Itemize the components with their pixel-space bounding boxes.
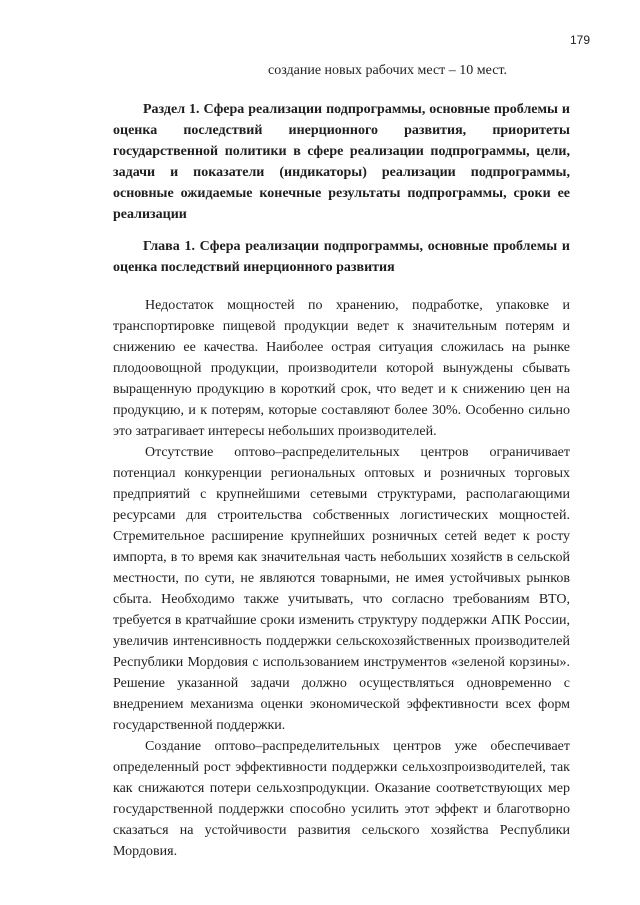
paragraph-capacity-shortage: Недостаток мощностей по хранению, подработке, упаковке и транспортировке пищевой продукции ведет к значительным потерям и снижению ее качества. Наиболее острая ситуация сложилась на рынке плодоовощной продукции, производители которой вынуждены сбывать выращенную продукцию в короткий срок, что ведет и к снижению цен на продукцию, и к потерям, которые составляют более 30%. Особенно сильно это затрагивает интересы небольших производителей. (113, 298, 570, 439)
paragraph-distribution-centers-creation: Создание оптово–распределительных центров уже обеспечивает определенный рост эффективности поддержки сельхозпроизводителей, так как снижаются потери сельхозпродукции. Оказание соответствующих мер государственной поддержки способно усилить этот эффект и благотворно сказаться на устойчивости развития сельского хозяйства Республики Мордовия. (113, 739, 570, 859)
section-heading: Раздел 1. Сфера реализации подпрограммы, основные проблемы и оценка последствий инерционного развития, приоритеты государственной политики в сфере реализации подпрограммы, цели, задачи и показатели (индикаторы) реализации подпрограммы, основные ожидаемые конечные результаты подпрограммы, сроки ее реализации (113, 102, 570, 222)
page-number: 179 (569, 33, 590, 47)
paragraph-distribution-centers-absence: Отсутствие оптово–распределительных центров ограничивает потенциал конкуренции региональных оптовых и розничных торговых предприятий с крупнейшими сетевыми структурами, располагающими ресурсами для строительства собственных логистических мощностей. Стремительное расширение крупнейших розничных сетей ведет к росту импорта, в то время как значительная часть небольших хозяйств в сельской местности, по сути, не являются товарными, не имея устойчивых рынков сбыта. Необходимо также учитывать, что согласно требованиям ВТО, требуется в кратчайшие сроки изменить структуру поддержки АПК России, увеличив интенсивность поддержки сельскохозяйственных производителей Республики Мордовия с использованием инструментов «зеленой корзины». Решение указанной задачи должно осуществляться одновременно с внедрением механизма оценки экономической эффективности всех форм государственной поддержки. (113, 445, 570, 733)
chapter-heading: Глава 1. Сфера реализации подпрограммы, основные проблемы и оценка последствий инерционного развития (113, 239, 570, 275)
previous-paragraph-ending: создание новых рабочих мест – 10 мест. (268, 63, 507, 78)
body-text (113, 295, 570, 862)
